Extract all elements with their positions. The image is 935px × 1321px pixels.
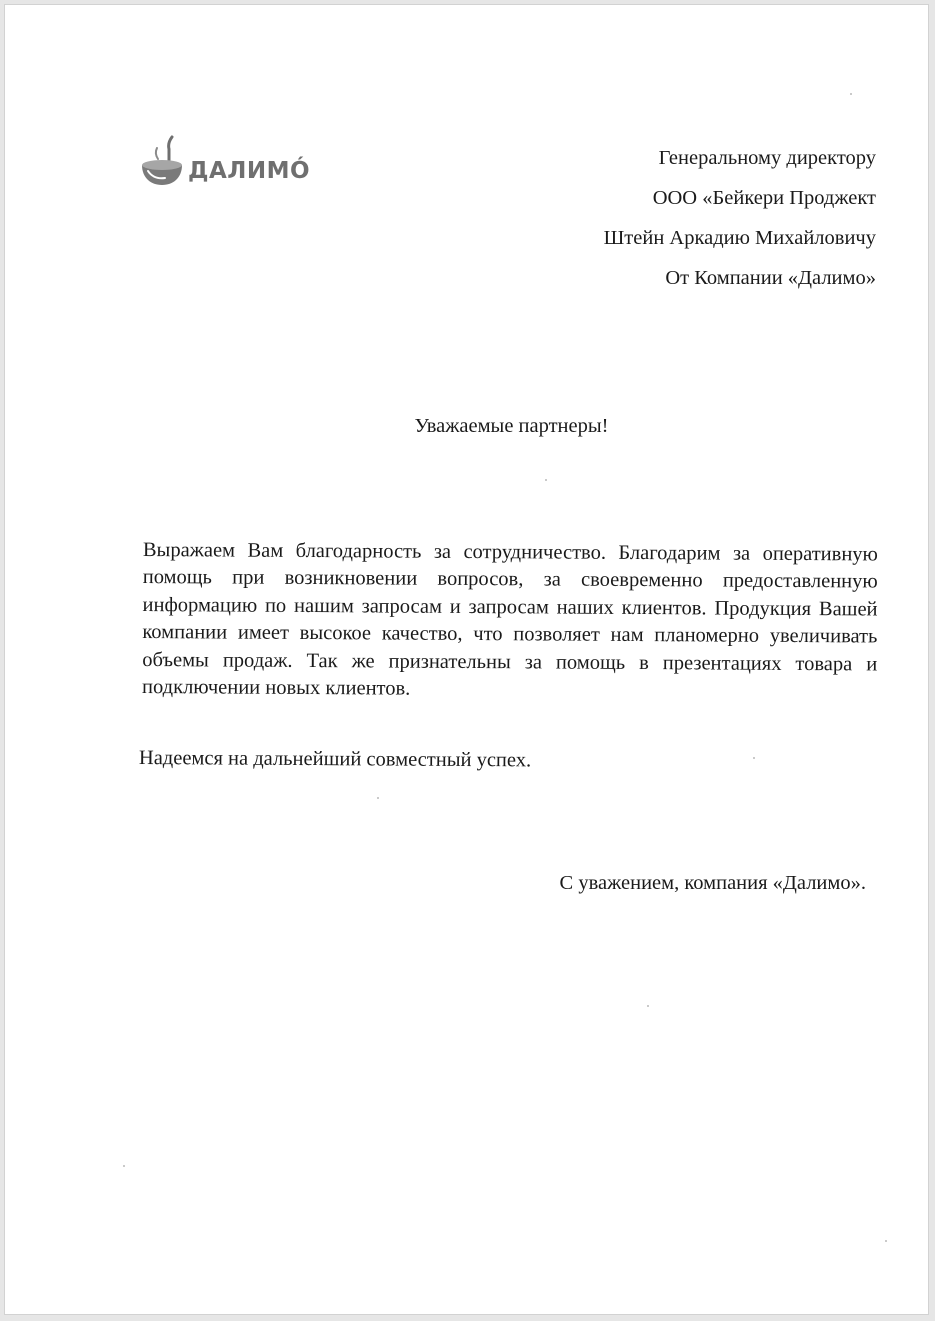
closing-line: Надеемся на дальнейший совместный успех. [138, 747, 532, 772]
addressee-line: Штейн Аркадию Михайловичу [603, 227, 876, 249]
scan-speck [885, 1240, 887, 1242]
addressee-line: ООО «Бейкери Проджект [652, 187, 876, 209]
scan-speck [850, 93, 852, 95]
addressee-line: От Компании «Далимо» [665, 267, 876, 289]
letter-page [4, 4, 929, 1315]
scan-speck [545, 479, 547, 481]
scan-speck [647, 1005, 649, 1007]
scan-speck [377, 797, 379, 799]
scan-speck [753, 757, 755, 759]
letter-body: Выражаем Вам благодарность за сотрудничество. Благодарим за оперативную помощь при возникновении вопросов, за своевременно предоставленную информацию по нашим запросам и запросам наших клиентов. Продукция Вашей компании имеет высокое качество, что позволяет нам планомерно увеличивать объемы продаж. Так же признательны за помощь в презентациях товара и подключении новых клиентов. [142, 538, 878, 700]
addressee-block [604, 138, 876, 298]
addressee-line: Генеральному директору [658, 147, 876, 169]
signature-line: С уважением, компания «Далимо». [559, 872, 866, 894]
scan-speck [123, 1165, 125, 1167]
bowl-with-spoon-icon [138, 135, 186, 195]
salutation: Уважаемые партнеры! [414, 415, 609, 437]
company-logo-text: ДАЛИМÓ [188, 158, 311, 184]
company-logo [138, 135, 313, 195]
